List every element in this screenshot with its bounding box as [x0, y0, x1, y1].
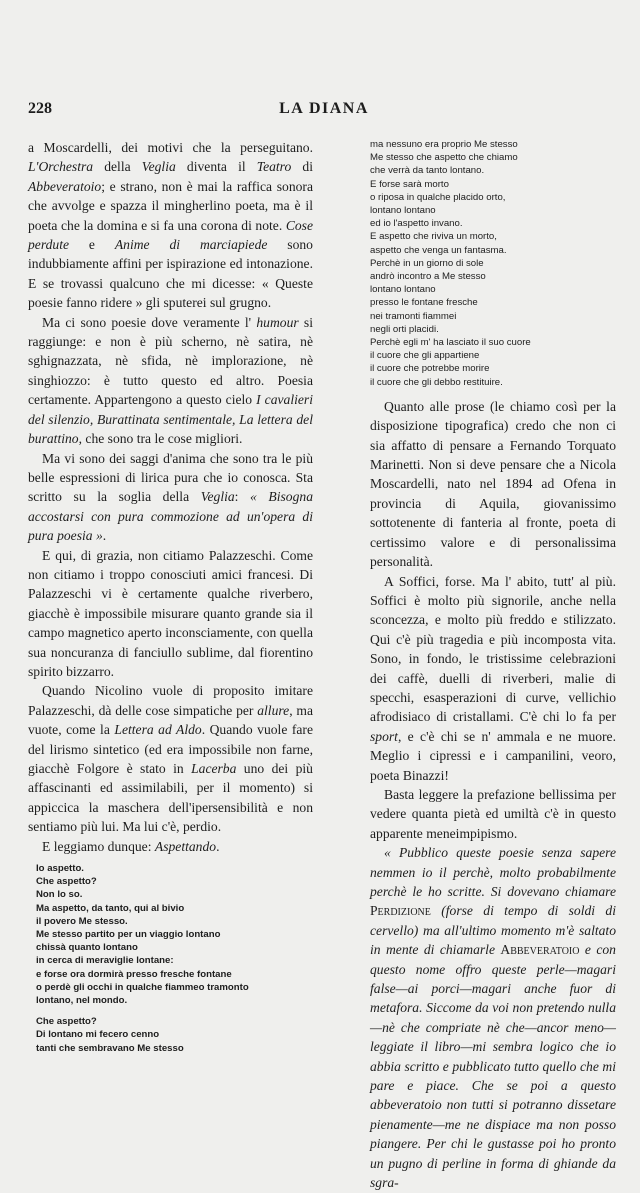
- poem-line: il cuore che gli debbo restituire.: [370, 376, 503, 388]
- poem-line: ed io l'aspetto invano.: [370, 218, 463, 230]
- poem-line: lontano, nel mondo.: [36, 995, 128, 1007]
- poem-line: E aspetto che riviva un morto,: [370, 231, 497, 243]
- left-paragraph-3: Ma vi sono dei saggi d'anima che sono tra le più belle espressioni di lirica pura che io conosca. Sta scritto su la soglia della Veglia: « Bisogna accostarsi con pura commozione ad un'opera di pura poesia ».: [28, 450, 313, 544]
- page-header: [28, 100, 620, 122]
- poem-line: Non lo so.: [36, 889, 83, 901]
- poem-line: aspetto che venga un fantasma.: [370, 244, 507, 256]
- right-column: [370, 138, 616, 1193]
- poem-line: chissà quanto lontano: [36, 942, 138, 954]
- poem-line: tanti che sembravano Me stesso: [36, 1042, 184, 1054]
- poem-line: presso le fontane fresche: [370, 297, 478, 309]
- poem-line: negli orti placidi.: [370, 323, 439, 335]
- poem-line: Perchè in un giorno di sole: [370, 257, 484, 269]
- left-paragraph-4: E qui, di grazia, non citiamo Palazzeschi. Come non citiamo i troppo conosciuti amici francesi. Di Palazzeschi vi è certamente qualche riverbero, giacchè è impossibile misurare quanto grande sia il campo magnetico aperto inconsciamente, con quella sua noncuranza di fanciullo sublime, dal fiorentino spirito bizzarro.: [28, 547, 313, 679]
- left-paragraph-1: a Moscardelli, dei motivi che la perseguitano. L'Orchestra della Veglia diventa il Teatro di Abbeveratoio; e strano, non è mai la raffica sonora che avvolge e spazza il mingherlino poeta, ma è il poeta che la domina e si fa una corona di note. Cose perdute e Anime di marciapiede sono indubbiamente affini per ispirazione ed intonazione. E se trovassi qualcuno che mi dicesse: « Queste poesie fanno ridere » gli sputerei sul grugno.: [28, 140, 313, 311]
- stanza-break: [36, 1007, 313, 1015]
- poem-line: Che aspetto?: [36, 1016, 97, 1028]
- poem-line: Io aspetto.: [36, 863, 84, 875]
- poem-line: lontano lontano: [370, 284, 436, 296]
- poem-line: E forse sarà morto: [370, 178, 449, 190]
- preface-quote: [370, 843, 616, 1192]
- poem-line: Di lontano mi fecero cenno: [36, 1029, 160, 1041]
- poem-line: nei tramonti fiammei: [370, 310, 457, 322]
- poem-line: in cerca di meraviglie lontane:: [36, 955, 174, 967]
- poem-line: il cuore che potrebbe morire: [370, 363, 490, 375]
- poem-line: che verrà da tanto lontano.: [370, 165, 485, 177]
- right-paragraph-1: Quanto alle prose (le chiamo così per la disposizione tipografica) credo che non ci sia affatto di pensare a Fernando Torquato Marinetti. Non si deve pensare che a Nicola Moscardelli, nato nel 1894 ad Ofena in provincia di Aquila, giovanissimo sottotenente di fanteria al fronte, poeta di certissimo valore e di personalissima personalità.: [370, 398, 616, 570]
- poem-line: ma nessuno era proprio Me stesso: [370, 139, 518, 150]
- poem-line: e forse ora dormirà presso fresche fontane: [36, 968, 232, 980]
- running-head: LA DIANA: [279, 100, 369, 117]
- left-paragraph-5: Quando Nicolino vuole di proposito imitare Palazzeschi, dà delle cose simpatiche per allure, ma vuote, come la Lettera ad Aldo. Quando vuole fare del lirismo sintetico (ed era impossibile non farne, giacchè Folgore è stato in Lacerba uno dei più affascinanti ed assimilabili, per il momento) si appiccica la maschera dell'ipersensibilità e non sentiamo più lui. Ma lui c'è, perdio.: [28, 683, 314, 835]
- poem-line: il povero Me stesso.: [36, 915, 128, 927]
- poem-line: Che aspetto?: [36, 876, 97, 888]
- right-paragraph-2: A Soffici, forse. Ma l' abito, tutt' al più. Soffici è molto più signorile, anche nella sconcezza, e molto più freddo e stilizzato. Qui c'è più tragedia e più incomposta vita. Sono, in fondo, le tristissime celebrazioni dei caffè, duelli di riverberi, malie di specchi, esasperazioni di curve, vellichio afrodisiaco di cristallami. C'è chi lo fa per sport, e c'è chi se n' ammala e ne muore. Meglio i cipressi e i campanilini, veoro, poeta Binazzi!: [370, 573, 616, 783]
- poem-line: il cuore che gli appartiene: [370, 350, 480, 362]
- poem-line: lontano lontano: [370, 205, 436, 217]
- poem-line: Me stesso che aspetto che chiamo: [370, 152, 518, 164]
- poem-aspettando: [36, 862, 313, 1055]
- poem-line: o riposa in qualche placido orto,: [370, 191, 506, 203]
- left-paragraph-2: Ma ci sono poesie dove veramente l' humour si raggiunge: e non è più scherno, nè satira, nè sghignazzata, nè sfida, nè implorazione, nè singhiozzo: è tutto questo ed altro. Poesia certamente. Appartengono a questo cielo I cavalieri del silenzio, Burattinata sentimentale, La lettera del burattino, che sono tra le cose migliori.: [28, 314, 313, 447]
- left-column: [28, 138, 313, 1055]
- poem-line: andrò incontro a Me stesso: [370, 271, 486, 283]
- poem-line: o perdè gli occhi in qualche fiammeo tramonto: [36, 981, 249, 993]
- right-paragraph-3: Basta leggere la prefazione bellissima per vedere quanta pietà ed umiltà c'è in questo apparente meneimpipismo.: [370, 786, 616, 841]
- page-number: 228: [28, 100, 52, 117]
- quote-paragraph: « Pubblico queste poesie senza sapere nemmen io il perchè, molto probabilmente perchè le ho scritte. Si dovevano chiamare Perdizione (forse di tempo di soldi di cervello) ma all'ultimo momento m'è saltato in mente di chiamarle Abbeveratoio e con questo nome offro queste perle—magari false—ai porci—magari anche fuor di metafora. Siccome da voi non pretendo nulla—nè che compriate nè che—ancor meno—leggiate il libro—mi sembra logico che io abbia scritto e pubblicato tutto quello che mi pare e piace. Che se poi a questo abbeveratoio non tutti si potranno dissetare pienamente—me ne dispiace ma non posso piangere. Per chi le gustasse poi ho pronto un pugno di perline in forma di ghiande da sgra-: [370, 845, 616, 1191]
- poem-line: Ma aspetto, da tanto, qui al bivio: [36, 902, 185, 914]
- left-paragraph-6: E leggiamo dunque: Aspettando.: [42, 838, 220, 854]
- poem-continuation: [370, 138, 616, 389]
- poem-line: Me stesso partito per un viaggio lontano: [36, 929, 221, 941]
- poem-line: Perchè egli m' ha lasciato il suo cuore: [370, 337, 531, 349]
